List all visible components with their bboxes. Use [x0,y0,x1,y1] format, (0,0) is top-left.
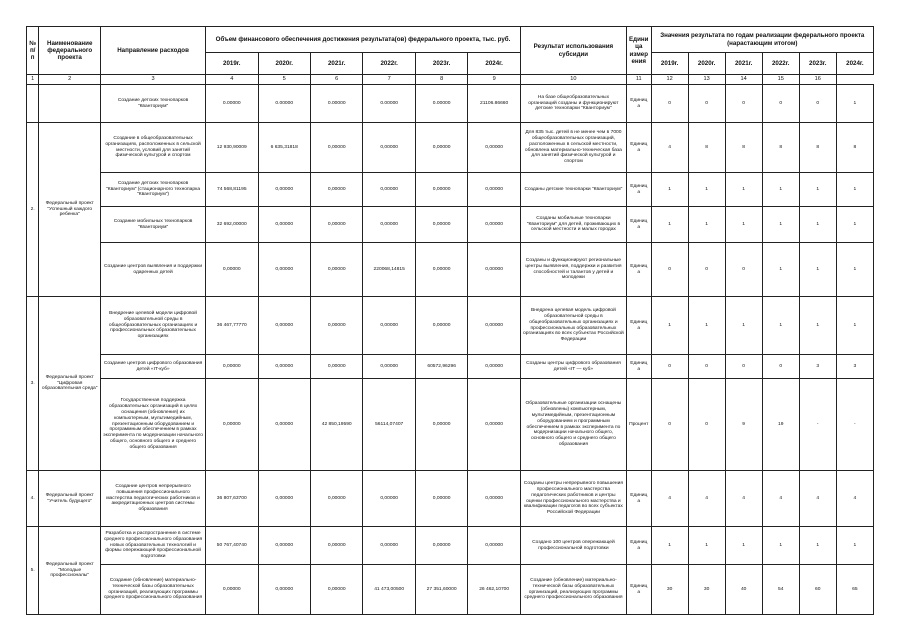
funding-value: 0,00000 [258,355,310,379]
funding-value: 0.00000 [415,85,467,123]
expense-direction: Создание центров непрерывного повышения профессионального мастерства педагогических работников и аккредитационных центров системы образования [101,471,206,527]
result-value: 1 [688,527,725,565]
result-value: 1 [799,243,836,297]
funding-value: 6 635,31818 [258,123,310,173]
funding-value: 0,00000 [206,379,258,471]
funding-value: 0,00000 [310,243,362,297]
result-value: 0 [651,85,688,123]
funding-value: 56114,07407 [363,379,415,471]
result-value: 30 [688,565,725,615]
table-row [27,297,874,355]
expense-direction: Создание (обновление) материально-технической базы образовательных организаций, реализующих программы среднего профессионального образования [101,565,206,615]
unit: Единица [626,565,651,615]
funding-value: 0.00000 [310,85,362,123]
funding-value: 32 692,00000 [206,207,258,243]
result-value: 1 [725,173,762,207]
result-value: 1 [651,207,688,243]
funding-value: 36 807,63700 [206,471,258,527]
result-value: 1 [799,207,836,243]
result-value: - [799,379,836,471]
header-values: Значения результата по годам реализации федерального проекта (нарастающим итогом) [651,27,873,53]
funding-value: 0,00000 [415,123,467,173]
funding-value: 0,00000 [258,173,310,207]
group-number: 5. [27,527,39,615]
funding-value: 0,00000 [468,379,521,471]
result-value: 1 [725,297,762,355]
table-row [27,243,874,297]
unit: Процент [626,379,651,471]
unit: Единица [626,207,651,243]
result-value: 1 [836,207,873,243]
result-value: 4 [762,471,799,527]
expense-direction: Создание центров выявления и поддержки одаренных детей [101,243,206,297]
result-value: 4 [836,471,873,527]
group-number [27,85,39,123]
column-index: 12 [651,75,688,85]
result-value: 1 [688,297,725,355]
result-value: 4 [651,123,688,173]
funding-value: 0,00000 [415,297,467,355]
funding-value: 0,00000 [258,243,310,297]
table-row [27,527,874,565]
result-value: 3 [836,355,873,379]
column-index: 1 [27,75,39,85]
unit: Единица [626,173,651,207]
header-project-name: Наименование федерального проекта [39,27,101,75]
funding-value: 0,00000 [415,243,467,297]
result-value: 0 [688,379,725,471]
funding-value: 0,00000 [258,297,310,355]
column-index: 10 [520,75,626,85]
subsidy-result: Для 835 тыс. детей в не менее чем в 7000 общеобразовательных организаций, расположенных в сельской местности, обновлена материально-техническая база для занятий физической культурой и спортом [520,123,626,173]
result-value: 4 [799,471,836,527]
column-index: 3 [101,75,206,85]
result-value: - [836,379,873,471]
result-value: 0 [688,355,725,379]
header-value-year: 2021г. [725,53,762,75]
subsidy-result: Созданы центры цифрового образования детей «IT — куб» [520,355,626,379]
result-value: 0 [725,243,762,297]
funding-value: 0.00000 [363,85,415,123]
result-value: 65 [836,565,873,615]
result-value: 0 [651,355,688,379]
expense-direction: Создание детских технопарков "Кванториум" (стационарного технопарка "Кванториум") [101,173,206,207]
result-value: 30 [651,565,688,615]
header-funding-year: 2020г. [258,53,310,75]
subsidy-result: Создание (обновление) материально-технической базы образовательных организаций, реализующих программы среднего профессионального образования [520,565,626,615]
result-value: 0 [651,379,688,471]
header-funding-year: 2022г. [363,53,415,75]
result-value: 0 [688,85,725,123]
result-value: 0 [799,85,836,123]
result-value: 4 [688,471,725,527]
result-value: 1 [688,207,725,243]
column-index: 6 [310,75,362,85]
result-value: 1 [651,527,688,565]
expense-direction: Внедрение целевой модели цифровой образовательной среды в общеобразовательных организациях и профессиональных образовательных организациях [101,297,206,355]
subsidy-result: На базе общеобразовательных организаций созданы и функционируют детские технопарки "Кванториум" [520,85,626,123]
funding-value: 0,00000 [258,207,310,243]
project-name: Федеральный проект "Учитель будущего" [39,471,101,527]
expense-direction: Государственная поддержка образовательных организаций в целях оснащения (обновления) их компьютерным, мультимедийным, презентационным оборудованием и программным обеспечением в рамках эксперимента по модернизации начального общего, основного общего и среднего общего образования [101,379,206,471]
funding-value: 0,00000 [363,173,415,207]
table-row [27,207,874,243]
header-value-year: 2020г. [688,53,725,75]
unit: Единица [626,243,651,297]
funding-value: 0,00000 [415,527,467,565]
result-value: 9 [725,379,762,471]
funding-value: 0,00000 [468,243,521,297]
header-value-year: 2019г. [651,53,688,75]
header-num: № п/п [27,27,39,75]
result-value: 1 [688,173,725,207]
table-row [27,565,874,615]
funding-value: 0,00000 [415,471,467,527]
result-value: 1 [836,173,873,207]
funding-value: 0,00000 [310,297,362,355]
funding-value: 0,00000 [206,243,258,297]
funding-value: 0,00000 [310,123,362,173]
header-unit: Единица измерения [626,27,651,75]
subsidy-result: Создано 100 центров опережающей профессиональной подготовки [520,527,626,565]
column-index: 11 [626,75,651,85]
result-value: 1 [799,527,836,565]
result-value: 1 [725,207,762,243]
result-value: 1 [651,173,688,207]
table-row [27,85,874,123]
header-funding-year: 2021г. [310,53,362,75]
result-value: 8 [688,123,725,173]
header-result: Результат использования субсидии [520,27,626,75]
funding-value: 0,00000 [206,565,258,615]
result-value: 1 [762,527,799,565]
project-name [39,85,101,123]
column-index: 8 [415,75,467,85]
result-value: 0 [651,243,688,297]
funding-value: 21106.86660 [468,85,521,123]
result-value: 40 [725,565,762,615]
expense-direction: Создание детских технопарков "Кванториум" [101,85,206,123]
header-value-year: 2023г. [799,53,836,75]
result-value: 3 [799,355,836,379]
funding-value: 0,00000 [310,471,362,527]
table-row [27,173,874,207]
result-value: 60 [799,565,836,615]
result-value: 0 [688,243,725,297]
column-index: 7 [363,75,415,85]
group-number: 4. [27,471,39,527]
project-name: Федеральный проект "Молодые профессионалы" [39,527,101,615]
result-value: 0 [725,355,762,379]
funding-value: 0,00000 [363,297,415,355]
expense-direction: Разработка и распространение в системе среднего профессионального образования новых образовательных технологий и формы опережающей профессиональной подготовки [101,527,206,565]
subsidy-result: Внедрена целевая модель цифровой образовательной среды в общеобразовательных организациях и профессиональных образовательных организациях во всех субъектах Российской Федерации [520,297,626,355]
result-value: 19 [762,379,799,471]
subsidy-result: Созданы детские технопарки "Кванториум" [520,173,626,207]
funding-value: 0,00000 [468,207,521,243]
group-number: 2. [27,123,39,297]
result-value: 8 [725,123,762,173]
header-value-year: 2024г. [836,53,873,75]
result-value: 1 [762,207,799,243]
funding-value: 0.00000 [258,85,310,123]
column-index: 5 [258,75,310,85]
table-row [27,123,874,173]
funding-value: 0,00000 [363,471,415,527]
funding-value: 0,00000 [363,355,415,379]
funding-value: 0,00000 [258,471,310,527]
funding-value: 26 462,10700 [468,565,521,615]
table-row [27,379,874,471]
header-funding: Объем финансового обеспечения достижения результата(ов) федерального проекта, тыс. руб. [206,27,521,53]
funding-value: 0,00000 [468,297,521,355]
funding-value: 0,00000 [468,471,521,527]
result-value: 1 [799,173,836,207]
result-value: 8 [762,123,799,173]
result-value: 1 [836,243,873,297]
funding-value: 0,00000 [258,379,310,471]
funding-value: 0,00000 [258,527,310,565]
funding-value: 0,00000 [310,173,362,207]
funding-value: 0,00000 [363,527,415,565]
column-index: 2 [39,75,101,85]
subsidy-result: Созданы и функционируют региональные центры выявления, поддержки и развития способностей и талантов у детей и молодежи [520,243,626,297]
result-value: 1 [762,297,799,355]
funding-value: 220068,14815 [363,243,415,297]
header-funding-year: 2019г. [206,53,258,75]
funding-value: 0,00000 [468,173,521,207]
table-row [27,471,874,527]
project-name: Федеральный проект "Успешный каждого ребенка" [39,123,101,297]
funding-value: 0,00000 [310,565,362,615]
funding-value: 0,00000 [468,527,521,565]
column-index: 16 [799,75,836,85]
funding-value: 0,00000 [310,355,362,379]
result-value: 0 [725,85,762,123]
funding-value: 0,00000 [415,207,467,243]
expense-direction: Создание центров цифрового образования детей «IT-куб» [101,355,206,379]
result-value: 1 [836,527,873,565]
funding-value: 0,00000 [415,379,467,471]
result-value: 1 [762,173,799,207]
funding-value: 0,00000 [310,527,362,565]
result-value: 0 [762,355,799,379]
unit: Единица [626,355,651,379]
result-value: 1 [799,297,836,355]
table-row [27,355,874,379]
funding-value: 12 930,90009 [206,123,258,173]
column-index: 4 [206,75,258,85]
subsidy-result: Созданы мобильные технопарки "Кванториум" для детей, проживающих в сельской местности и малых городах [520,207,626,243]
funding-value: 0.00000 [206,85,258,123]
header-direction: Направление расходов [101,27,206,75]
funding-value: 60572,96296 [415,355,467,379]
column-index: 9 [468,75,521,85]
unit: Единица [626,123,651,173]
group-number: 3. [27,297,39,471]
unit: Единица [626,527,651,565]
subsidy-result: Образовательные организации оснащены (обновлены) компьютерным, мультимедийным, презентационным оборудованием и программным обеспечением в рамках эксперимента по модернизации начального общего, основного общего и среднего общего образования [520,379,626,471]
result-value: 1 [651,297,688,355]
funding-value: 0,00000 [363,207,415,243]
result-value: 8 [836,123,873,173]
header-value-year: 2022г. [762,53,799,75]
expense-direction: Создание мобильных технопарков "Кванториум" [101,207,206,243]
funding-value: 0,00000 [206,355,258,379]
funding-value: 0,00000 [468,355,521,379]
result-value: 4 [725,471,762,527]
funding-value: 0,00000 [415,173,467,207]
funding-value: 74 568,81195 [206,173,258,207]
header-funding-year: 2023г. [415,53,467,75]
unit: Единица [626,471,651,527]
column-index: 13 [688,75,725,85]
funding-value: 27 351,60000 [415,565,467,615]
unit: Единица [626,85,651,123]
funding-value: 42 850,19590 [310,379,362,471]
funding-value: 41 473,00500 [363,565,415,615]
subsidy-result: Созданы центры непрерывного повышения профессионального мастерства педагогических работников и центры оценки профессионального мастерства и квалификации педагогов во всех субъектах Российской Федерации [520,471,626,527]
funding-value: 0,00000 [258,565,310,615]
result-value: 4 [651,471,688,527]
result-value: 1 [762,243,799,297]
project-name: Федеральный проект "Цифровая образовательная среда" [39,297,101,471]
result-value: 1 [836,85,873,123]
expense-direction: Создание в общеобразовательных организациях, расположенных в сельской местности, условий для занятий физической культурой и спортом [101,123,206,173]
result-value: 54 [762,565,799,615]
result-value: 1 [836,297,873,355]
header-funding-year: 2024г. [468,53,521,75]
funding-value: 0,00000 [468,123,521,173]
column-index: 14 [725,75,762,85]
result-value: 1 [725,527,762,565]
funding-value: 50 767,40740 [206,527,258,565]
result-value: 8 [799,123,836,173]
funding-value: 0,00000 [363,123,415,173]
funding-value: 0,00000 [310,207,362,243]
result-value: 0 [762,85,799,123]
funding-value: 36 467,77770 [206,297,258,355]
funding-table [26,26,874,615]
unit: Единица [626,297,651,355]
column-index: 15 [762,75,799,85]
